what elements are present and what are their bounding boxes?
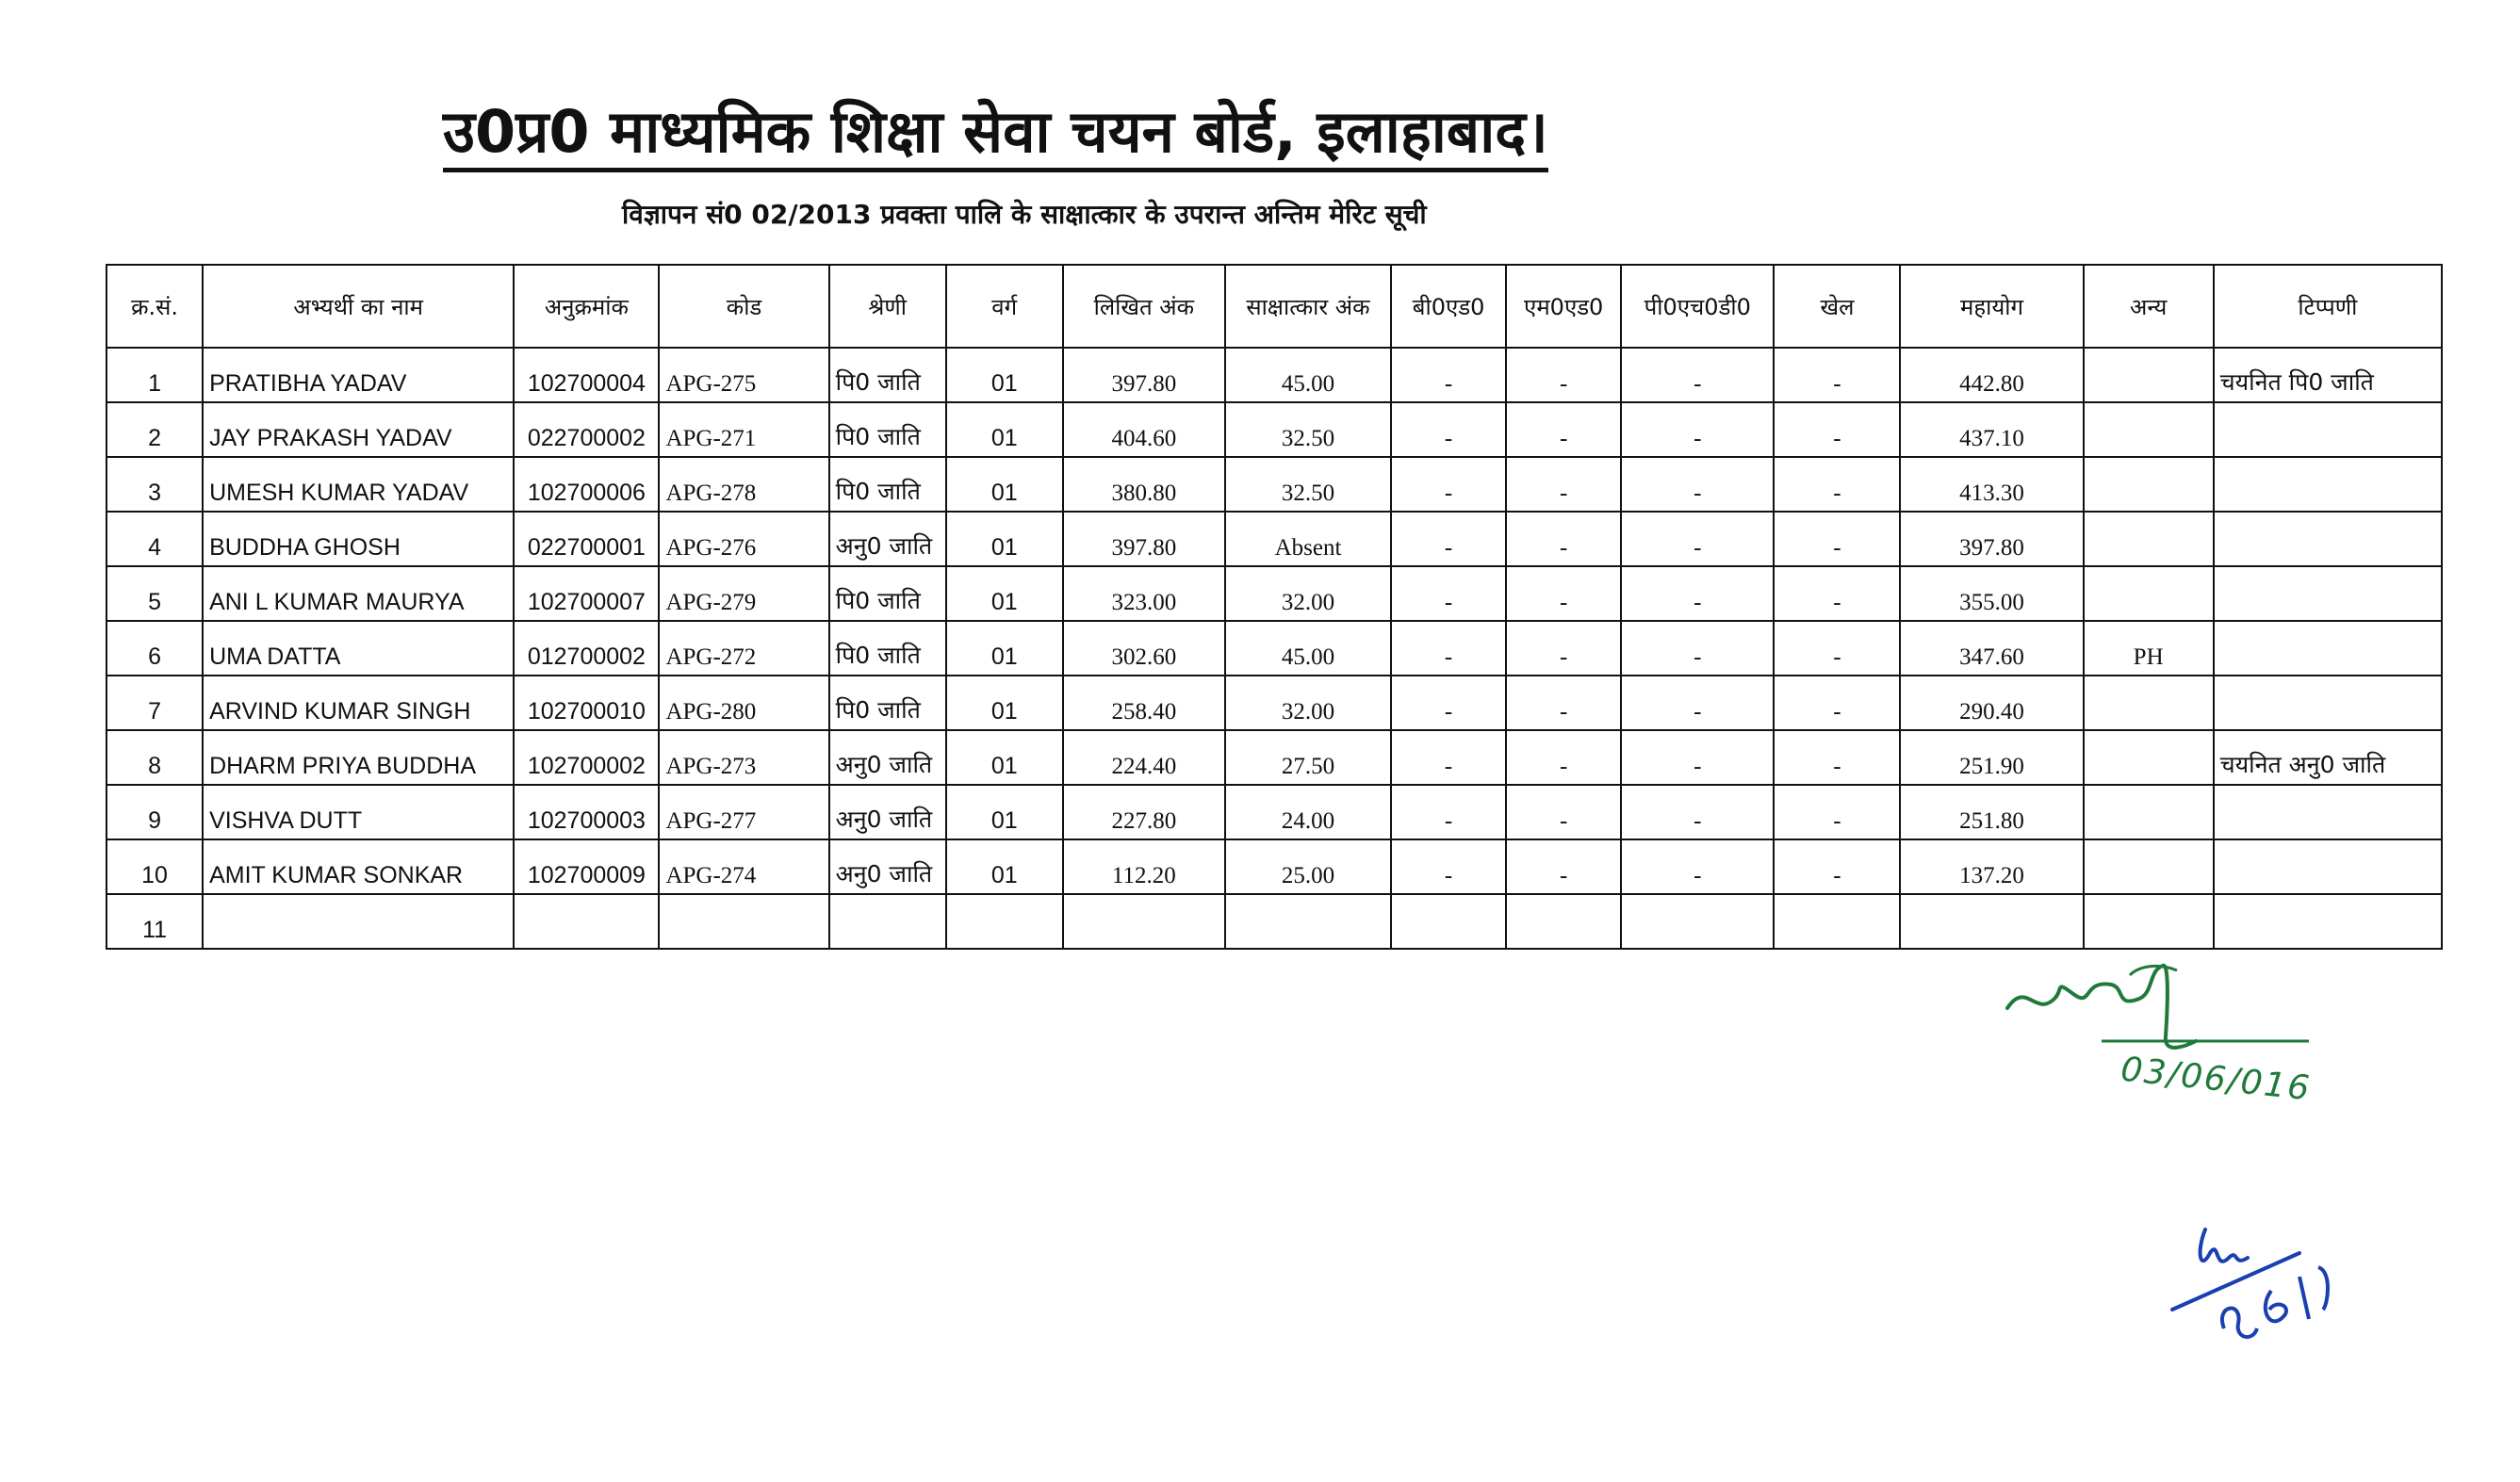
cell-phd: - [1621,785,1774,839]
cell-other [2084,839,2214,894]
cell-total: 251.80 [1900,785,2083,839]
cell-roll: 102700002 [514,730,659,785]
cell-interview [1225,894,1391,949]
document-subtitle: विज्ञापन सं0 02/2013 प्रवक्ता पालि के साक्षात्कार के उपरान्त अन्तिम मेरिट सूची [622,199,1427,230]
cell-sports [1774,894,1900,949]
cell-sports: - [1774,348,1900,402]
cell-med: - [1506,621,1621,676]
column-header: बी0एड0 [1391,265,1506,348]
cell-bed: - [1391,730,1506,785]
cell-written [1063,894,1225,949]
cell-med: - [1506,730,1621,785]
cell-code: APG-278 [659,457,828,512]
cell-total: 290.40 [1900,676,2083,730]
cell-sports: - [1774,785,1900,839]
cell-class: 01 [946,402,1063,457]
cell-category: पि0 जाति [829,402,946,457]
cell-sports: - [1774,457,1900,512]
cell-remark [2214,676,2442,730]
cell-roll [514,894,659,949]
merit-list-table [106,264,2443,950]
cell-written: 258.40 [1063,676,1225,730]
cell-remark: चयनित अनु0 जाति [2214,730,2442,785]
cell-other [2084,348,2214,402]
cell-other [2084,894,2214,949]
cell-roll: 102700003 [514,785,659,839]
table-row [106,566,2442,621]
table-row [106,402,2442,457]
cell-code: APG-274 [659,839,828,894]
cell-interview: 32.00 [1225,676,1391,730]
cell-remark [2214,402,2442,457]
cell-sports: - [1774,402,1900,457]
cell-category: अनु0 जाति [829,512,946,566]
cell-class: 01 [946,676,1063,730]
signature-2 [2168,1215,2356,1385]
cell-sports: - [1774,566,1900,621]
table-row [106,621,2442,676]
cell-phd: - [1621,512,1774,566]
table-row [106,348,2442,402]
cell-phd: - [1621,839,1774,894]
column-header: अन्य [2084,265,2214,348]
cell-written: 397.80 [1063,348,1225,402]
cell-sports: - [1774,621,1900,676]
cell-other [2084,676,2214,730]
cell-phd: - [1621,566,1774,621]
column-header: अनुक्रमांक [514,265,659,348]
cell-category: अनु0 जाति [829,839,946,894]
cell-name: BUDDHA GHOSH [203,512,514,566]
cell-written: 404.60 [1063,402,1225,457]
cell-sno: 4 [106,512,203,566]
cell-bed: - [1391,512,1506,566]
cell-code: APG-279 [659,566,828,621]
cell-roll: 012700002 [514,621,659,676]
cell-total: 397.80 [1900,512,2083,566]
cell-remark [2214,566,2442,621]
cell-sports: - [1774,512,1900,566]
cell-sno: 1 [106,348,203,402]
cell-med: - [1506,839,1621,894]
cell-class: 01 [946,839,1063,894]
cell-other [2084,457,2214,512]
cell-code: APG-275 [659,348,828,402]
table-row [106,512,2442,566]
column-header: लिखित अंक [1063,265,1225,348]
column-header: टिप्पणी [2214,265,2442,348]
cell-remark [2214,621,2442,676]
cell-category: पि0 जाति [829,457,946,512]
cell-roll: 102700006 [514,457,659,512]
cell-interview: 32.50 [1225,402,1391,457]
cell-phd [1621,894,1774,949]
cell-phd: - [1621,348,1774,402]
cell-category: अनु0 जाति [829,785,946,839]
cell-med: - [1506,566,1621,621]
column-header: एम0एड0 [1506,265,1621,348]
table-row [106,676,2442,730]
cell-other [2084,402,2214,457]
cell-roll: 102700007 [514,566,659,621]
cell-total: 413.30 [1900,457,2083,512]
cell-other: PH [2084,621,2214,676]
cell-sno: 11 [106,894,203,949]
cell-total: 437.10 [1900,402,2083,457]
cell-name: UMA DATTA [203,621,514,676]
cell-bed [1391,894,1506,949]
document-title: उ0प्र0 माध्यमिक शिक्षा सेवा चयन बोर्ड, इलाहाबाद। [443,94,1762,170]
cell-written: 302.60 [1063,621,1225,676]
column-header: महायोग [1900,265,2083,348]
cell-bed: - [1391,839,1506,894]
cell-class: 01 [946,730,1063,785]
column-header: अभ्यर्थी का नाम [203,265,514,348]
column-header: कोड [659,265,828,348]
cell-med: - [1506,348,1621,402]
cell-total: 251.90 [1900,730,2083,785]
cell-name: ARVIND KUMAR SINGH [203,676,514,730]
column-header: श्रेणी [829,265,946,348]
cell-class [946,894,1063,949]
cell-total: 137.20 [1900,839,2083,894]
cell-sno: 7 [106,676,203,730]
table-row [106,730,2442,785]
cell-sports: - [1774,839,1900,894]
cell-remark [2214,894,2442,949]
cell-total: 347.60 [1900,621,2083,676]
cell-med: - [1506,457,1621,512]
cell-other [2084,730,2214,785]
cell-other [2084,512,2214,566]
cell-sno: 9 [106,785,203,839]
cell-class: 01 [946,512,1063,566]
cell-class: 01 [946,566,1063,621]
cell-class: 01 [946,785,1063,839]
cell-interview: 32.00 [1225,566,1391,621]
column-header: पी0एच0डी0 [1621,265,1774,348]
cell-written: 224.40 [1063,730,1225,785]
cell-interview: 45.00 [1225,621,1391,676]
cell-name: AMIT KUMAR SONKAR [203,839,514,894]
cell-sno: 6 [106,621,203,676]
cell-sno: 8 [106,730,203,785]
table-row [106,894,2442,949]
cell-roll: 102700010 [514,676,659,730]
cell-written: 397.80 [1063,512,1225,566]
cell-other [2084,785,2214,839]
cell-written: 227.80 [1063,785,1225,839]
cell-code [659,894,828,949]
cell-med: - [1506,402,1621,457]
cell-class: 01 [946,348,1063,402]
cell-remark [2214,512,2442,566]
cell-name: UMESH KUMAR YADAV [203,457,514,512]
cell-sno: 5 [106,566,203,621]
cell-code: APG-277 [659,785,828,839]
cell-other [2084,566,2214,621]
cell-roll: 102700004 [514,348,659,402]
cell-category: पि0 जाति [829,566,946,621]
cell-roll: 022700002 [514,402,659,457]
cell-remark [2214,785,2442,839]
cell-phd: - [1621,402,1774,457]
cell-total: 355.00 [1900,566,2083,621]
cell-bed: - [1391,676,1506,730]
cell-phd: - [1621,730,1774,785]
cell-sno: 10 [106,839,203,894]
cell-remark [2214,457,2442,512]
cell-category: पि0 जाति [829,621,946,676]
cell-written: 112.20 [1063,839,1225,894]
cell-sports: - [1774,730,1900,785]
cell-name: DHARM PRIYA BUDDHA [203,730,514,785]
cell-bed: - [1391,785,1506,839]
cell-code: APG-271 [659,402,828,457]
cell-code: APG-272 [659,621,828,676]
cell-roll: 022700001 [514,512,659,566]
cell-sno: 2 [106,402,203,457]
cell-written: 380.80 [1063,457,1225,512]
table-row [106,839,2442,894]
cell-interview: Absent [1225,512,1391,566]
cell-bed: - [1391,348,1506,402]
cell-total: 442.80 [1900,348,2083,402]
column-header: खेल [1774,265,1900,348]
cell-code: APG-276 [659,512,828,566]
cell-name [203,894,514,949]
cell-remark: चयनित पि0 जाति [2214,348,2442,402]
cell-bed: - [1391,566,1506,621]
cell-phd: - [1621,621,1774,676]
cell-interview: 27.50 [1225,730,1391,785]
cell-code: APG-280 [659,676,828,730]
cell-roll: 102700009 [514,839,659,894]
cell-category: पि0 जाति [829,676,946,730]
cell-name: JAY PRAKASH YADAV [203,402,514,457]
cell-interview: 45.00 [1225,348,1391,402]
column-header: क्र.सं. [106,265,203,348]
signature-1-date: 03/06/016 [2119,1050,2314,1109]
cell-written: 323.00 [1063,566,1225,621]
cell-interview: 25.00 [1225,839,1391,894]
cell-bed: - [1391,402,1506,457]
table-header-row [106,265,2442,348]
cell-bed: - [1391,621,1506,676]
column-header: वर्ग [946,265,1063,348]
cell-phd: - [1621,457,1774,512]
table-row [106,785,2442,839]
cell-name: PRATIBHA YADAV [203,348,514,402]
cell-remark [2214,839,2442,894]
cell-category: अनु0 जाति [829,730,946,785]
cell-class: 01 [946,621,1063,676]
cell-med: - [1506,512,1621,566]
cell-name: ANI L KUMAR MAURYA [203,566,514,621]
cell-sports: - [1774,676,1900,730]
cell-sno: 3 [106,457,203,512]
cell-med [1506,894,1621,949]
cell-interview: 24.00 [1225,785,1391,839]
cell-name: VISHVA DUTT [203,785,514,839]
cell-bed: - [1391,457,1506,512]
cell-med: - [1506,676,1621,730]
table-row [106,457,2442,512]
cell-total [1900,894,2083,949]
cell-code: APG-273 [659,730,828,785]
column-header: साक्षात्कार अंक [1225,265,1391,348]
cell-phd: - [1621,676,1774,730]
cell-class: 01 [946,457,1063,512]
cell-category: पि0 जाति [829,348,946,402]
cell-med: - [1506,785,1621,839]
cell-category [829,894,946,949]
cell-interview: 32.50 [1225,457,1391,512]
